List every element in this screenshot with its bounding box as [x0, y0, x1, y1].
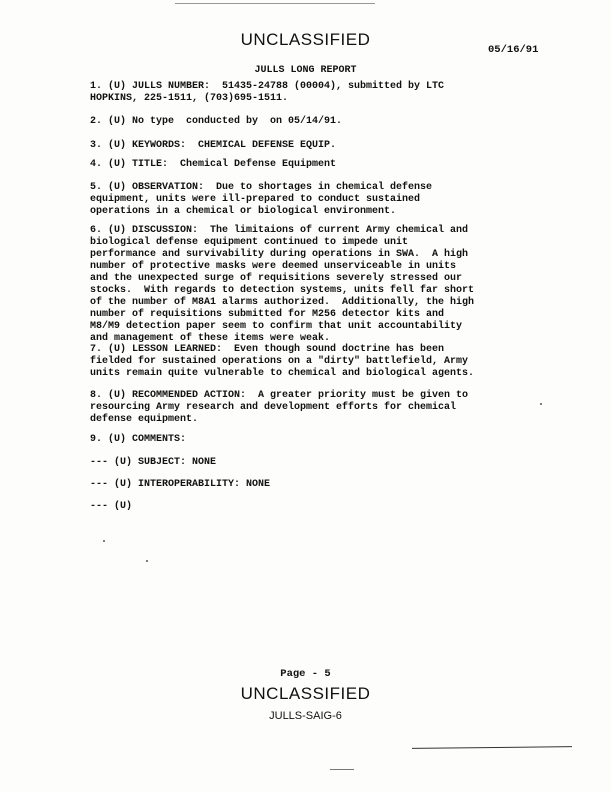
bottom-scan-rule: [412, 746, 572, 749]
bottom-scan-mark: [330, 769, 354, 770]
paragraph-keywords: 3. (U) KEYWORDS: CHEMICAL DEFENSE EQUIP.: [90, 140, 337, 151]
classification-header: UNCLASSIFIED: [240, 30, 371, 49]
top-scan-rule: [175, 3, 375, 4]
paragraph-comments: 9. (U) COMMENTS:: [90, 434, 187, 445]
paragraph-recommended-action: 8. (U) RECOMMENDED ACTION: A greater priority must be given to resourcing Army research and development efforts for chemical defense equipment.: [90, 390, 469, 425]
paragraph-discussion: 6. (U) DISCUSSION: The limitaions of current Army chemical and biological defense equipment continued to impede unit performance and survivability during operations in SWA. A high number of protective masks were deemed unserviceable in units and the unexpected surge of requisitions severely stressed our stocks. With regards to detection systems, units fell far short of the number of M8A1 alarms authorized. Additionally, the high number of requisitions submitted for M256 detector kits and M8/M9 detection paper seem to confirm that unit accountability and management of these items were weak.: [90, 225, 475, 344]
paragraph-subject: --- (U) SUBJECT: NONE: [90, 457, 217, 468]
scan-speck: [146, 560, 148, 562]
report-title: JULLS LONG REPORT: [254, 65, 357, 76]
paragraph-interoperability: --- (U) INTEROPERABILITY: NONE: [90, 479, 271, 490]
paragraph-type: 2. (U) No type conducted by on 05/14/91.: [90, 116, 343, 127]
scan-speck: [540, 403, 542, 405]
scan-speck: [103, 540, 105, 542]
footer-code: JULLS-SAIG-6: [269, 710, 342, 722]
classification-footer: UNCLASSIFIED: [240, 684, 371, 703]
report-date: 05/16/91: [488, 44, 539, 56]
paragraph-julls-number: 1. (U) JULLS NUMBER: 51435-24788 (00004), submitted by LTC HOPKINS, 225-1511, (703)695-1511.: [90, 81, 445, 104]
paragraph-observation: 5. (U) OBSERVATION: Due to shortages in chemical defense equipment, units were ill-prepared to conduct sustained operations in a chemical or biological environment.: [90, 182, 433, 217]
paragraph-title: 4. (U) TITLE: Chemical Defense Equipment: [90, 159, 337, 170]
paragraph-other: --- (U): [90, 501, 133, 512]
paragraph-lesson-learned: 7. (U) LESSON LEARNED: Even though sound doctrine has been fielded for sustained operations on a "dirty" battlefield, Army units remain quite vulnerable to chemical and biological agents.: [90, 344, 475, 379]
page-number: Page - 5: [280, 668, 331, 680]
